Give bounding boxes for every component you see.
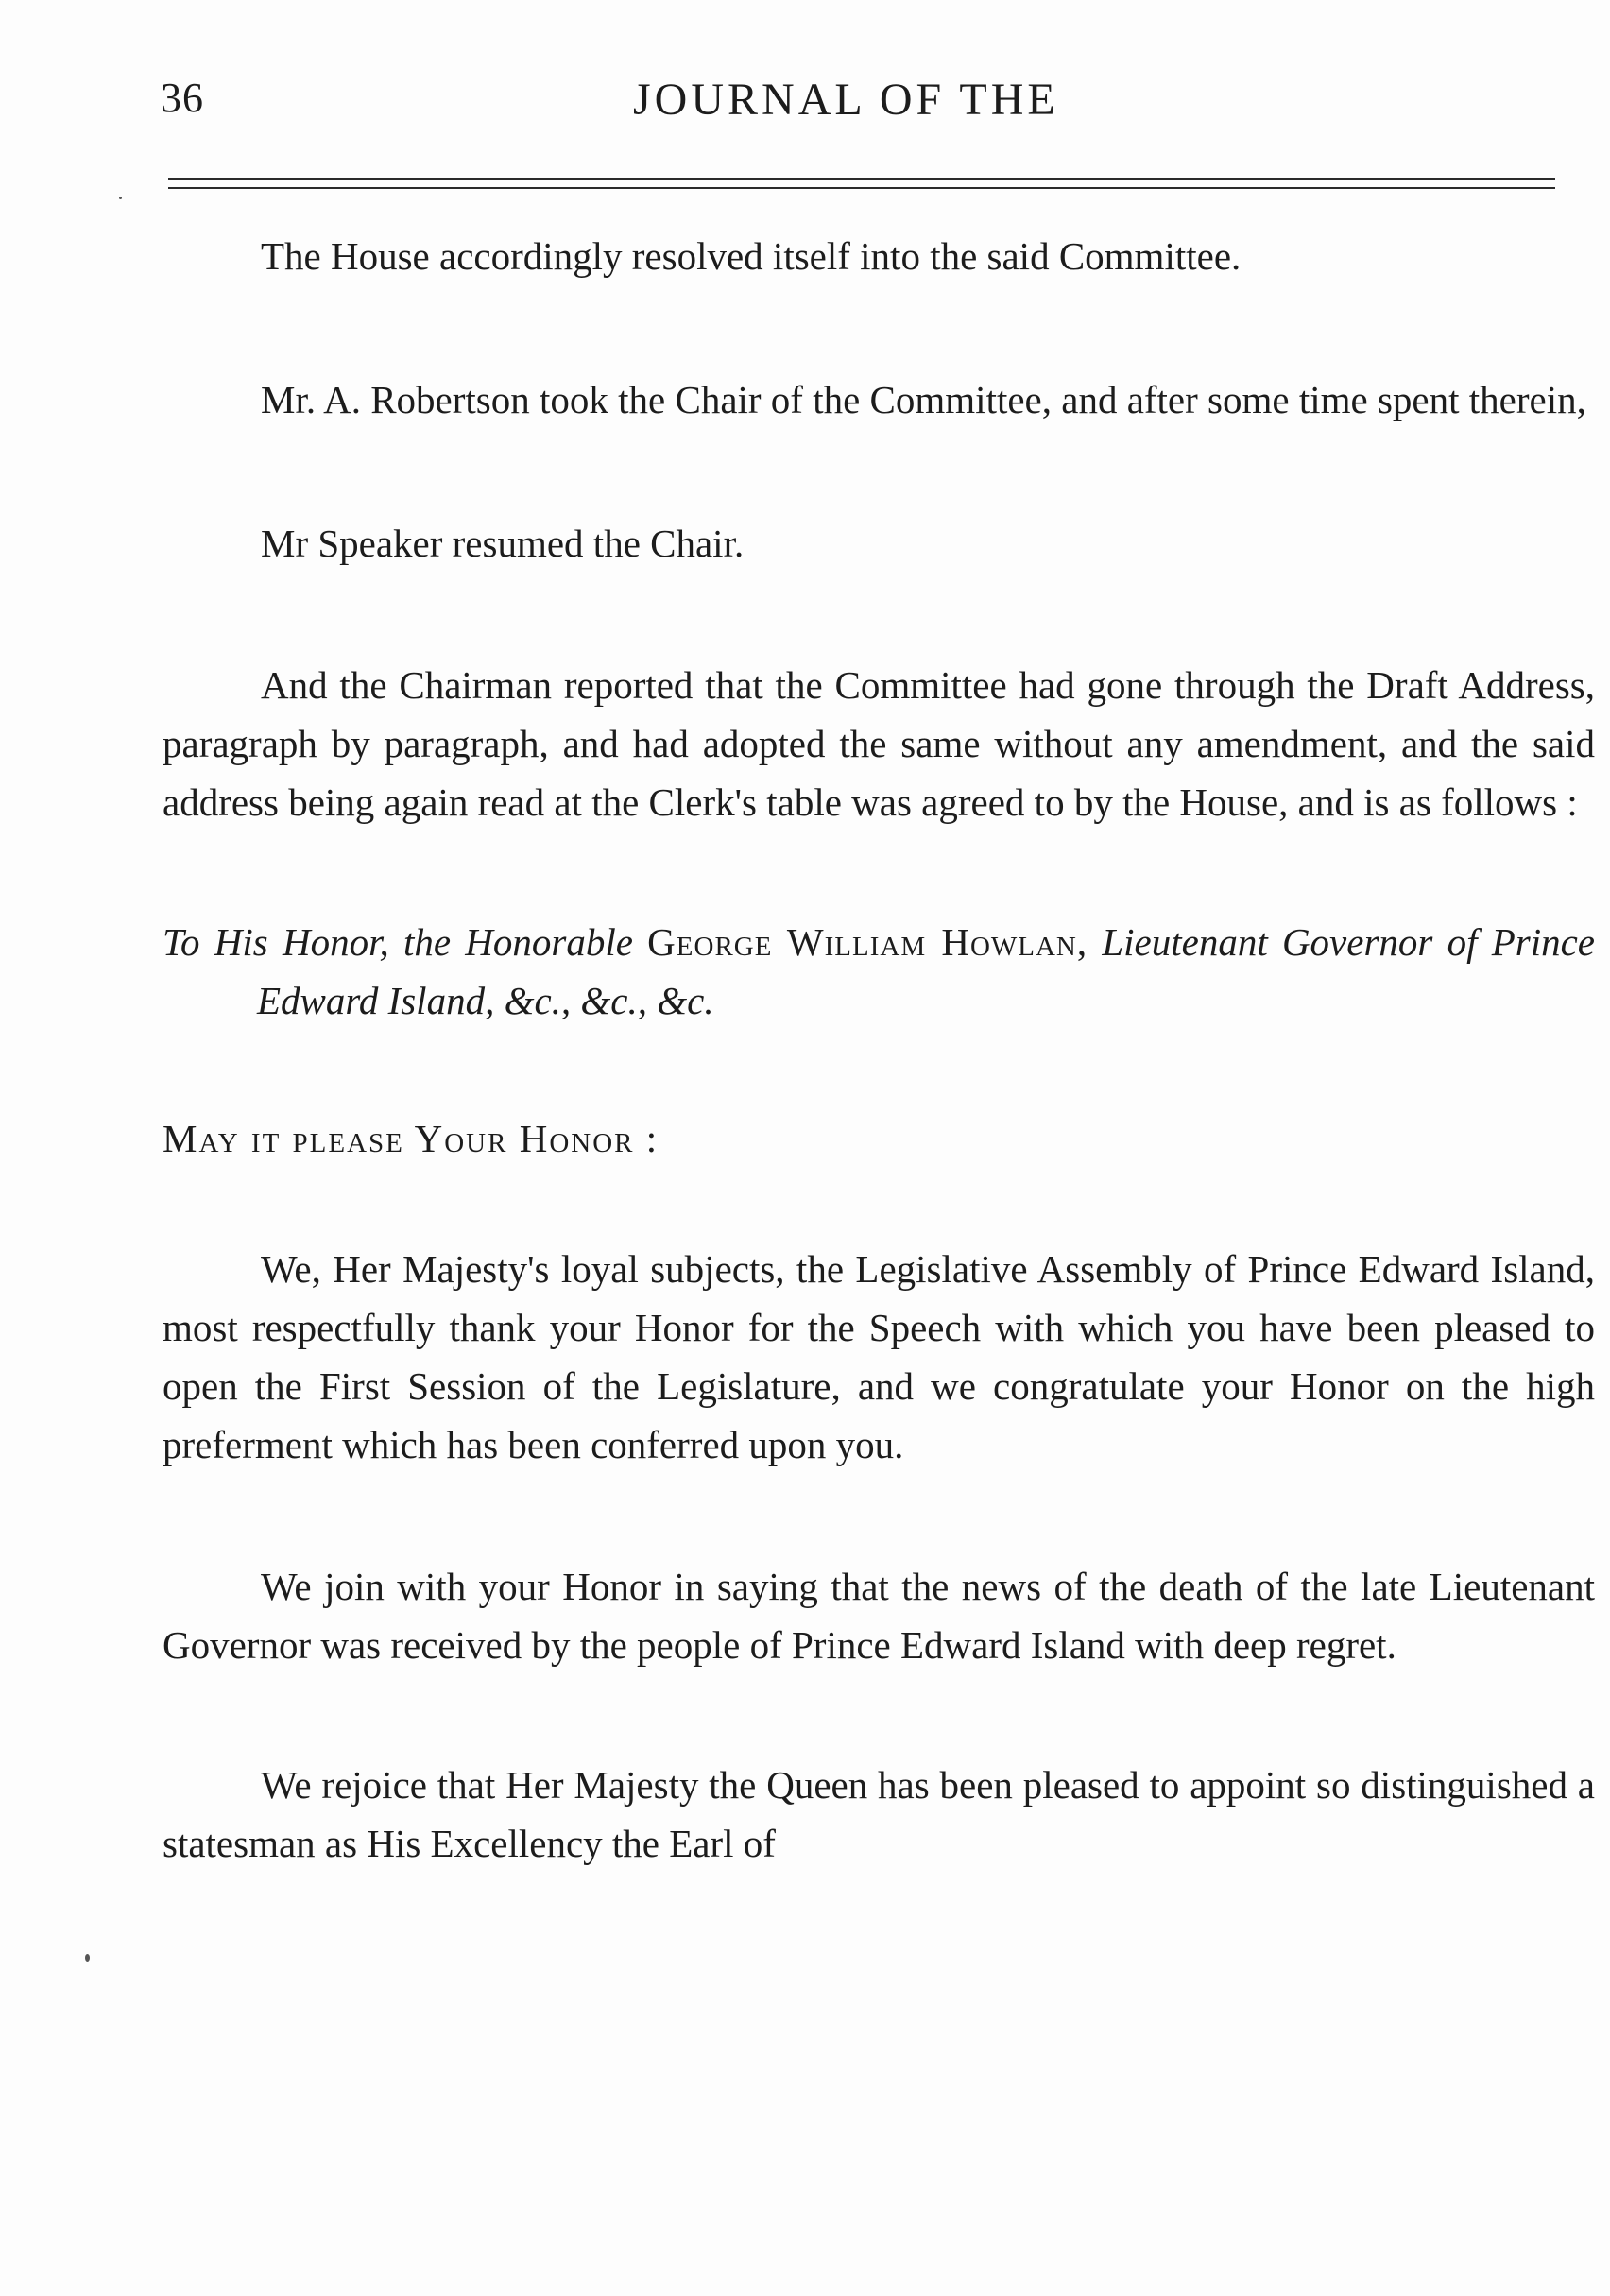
paragraph-rejoice-queen: We rejoice that Her Majesty the Queen has been pleased to appoint so distinguished a statesman as His Excellency the Earl of [163, 1763, 1595, 1865]
paragraph-speaker-resumed: Mr Speaker resumed the Chair. [261, 522, 745, 565]
salutation: May it please Your Honor : [163, 1117, 659, 1160]
paragraph-chairman-report: And the Chairman reported that the Committee had gone through the Draft Address, paragraph by paragraph, and had adopted the same without any amendment, and the said address being again read at the Clerk's table was agreed to by the House, and is as follows : [163, 663, 1595, 824]
running-head: JOURNAL OF THE [633, 75, 1059, 125]
address-to-prefix: To His Honor, the Honorable [163, 920, 633, 964]
header-rule-bottom [168, 187, 1555, 189]
paragraph-robertson-chair: Mr. A. Robertson took the Chair of the Committee, and after some time spent therein, [261, 378, 1586, 421]
paragraph-loyal-subjects: We, Her Majesty's loyal subjects, the Legislative Assembly of Prince Edward Island, most respectfully thank your Honor for the Speech with which you have been pleased to open the First Session of the Legislature, and we congratulate your Honor on the high preferment which has been conferred upon you. [163, 1247, 1595, 1466]
page-number: 36 [161, 75, 204, 121]
page-header [161, 74, 1559, 130]
print-speck [119, 197, 122, 199]
journal-body [163, 227, 1595, 1873]
paragraph-house-resolved: The House accordingly resolved itself into the said Committee. [261, 234, 1242, 278]
print-speck [85, 1954, 90, 1962]
header-rule-top [168, 178, 1555, 180]
address-heading [163, 913, 1595, 1030]
address-name: George William Howlan, [647, 920, 1088, 964]
paragraph-news-of-death: We join with your Honor in saying that the news of the death of the late Lieutenant Governor was received by the people of Prince Edward Island with deep regret. [163, 1565, 1595, 1667]
address-title: Lieutenant Governor of Prince Edward Island, &c., &c., &c. [257, 920, 1596, 1022]
